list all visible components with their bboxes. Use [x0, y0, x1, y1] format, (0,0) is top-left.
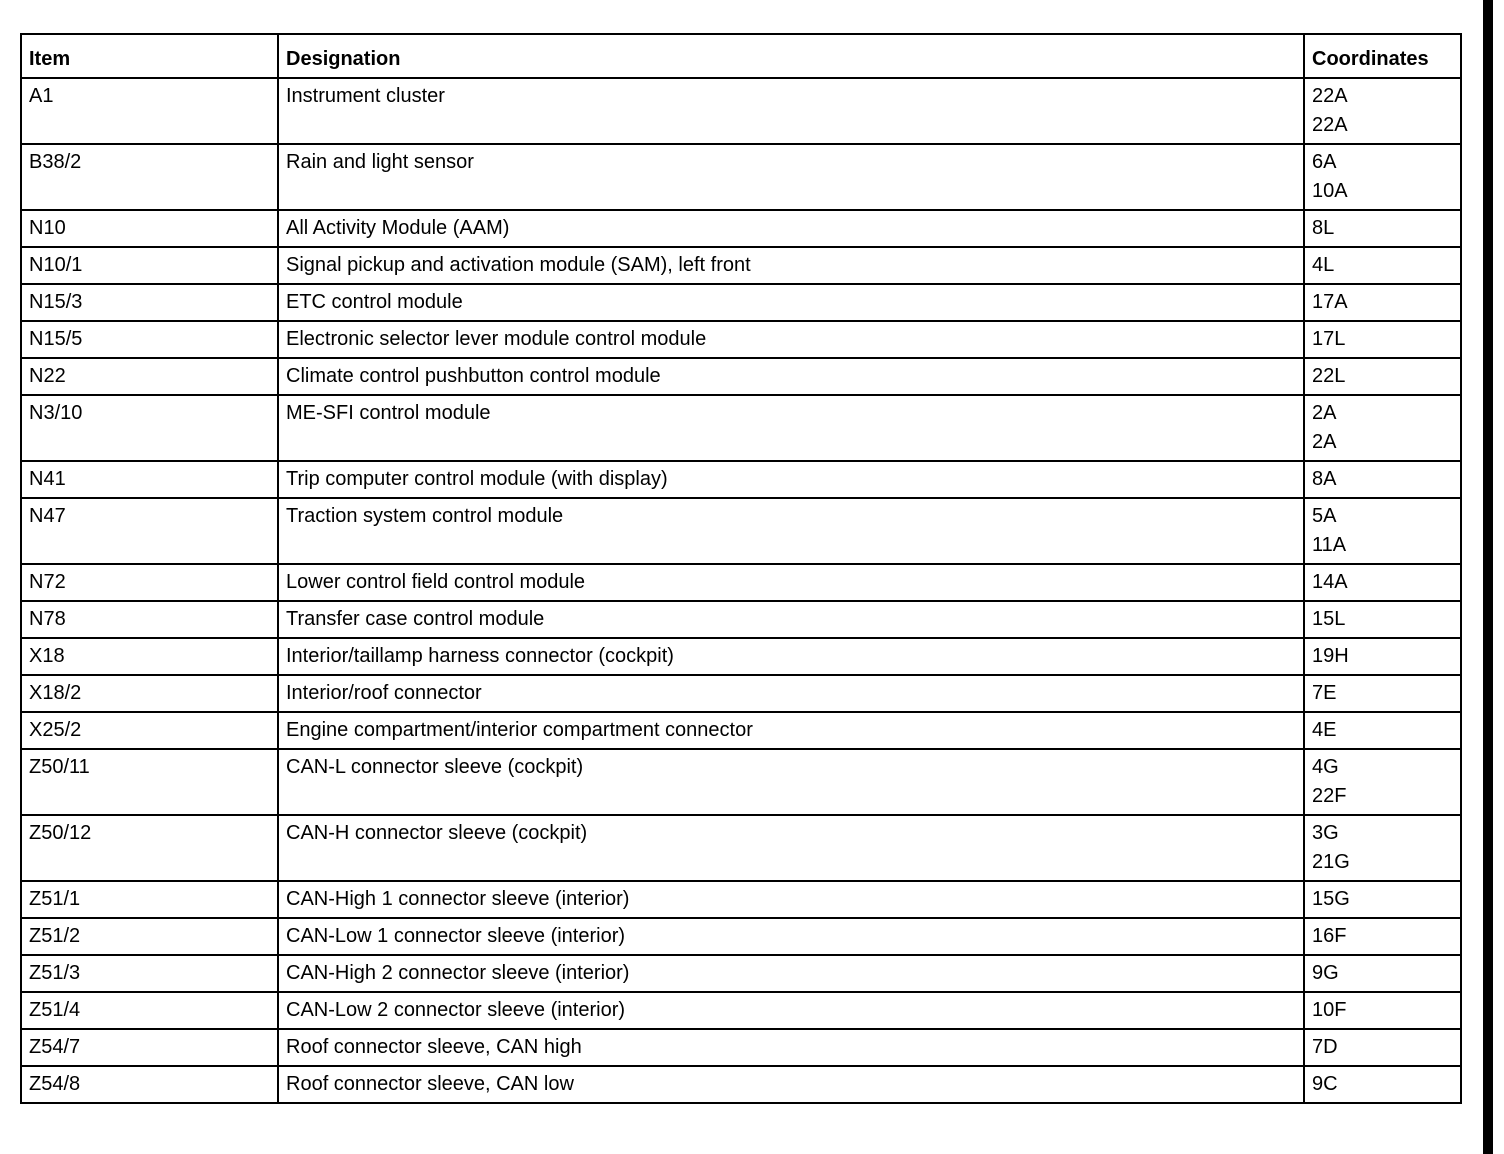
coordinate-value: 22A [1312, 85, 1348, 107]
item-cell: N47 [21, 498, 278, 564]
coordinates-cell [1304, 395, 1461, 461]
coordinate-value: 4L [1312, 254, 1335, 276]
coordinate-value: 17A [1312, 291, 1348, 313]
table-row [21, 1066, 1461, 1103]
header-coordinates: Coordinates [1304, 34, 1461, 78]
coordinate-value: 15L [1312, 608, 1346, 630]
component-legend-table [20, 33, 1462, 1104]
table-header-row [21, 34, 1461, 78]
coordinates-cell [1304, 638, 1461, 675]
coordinate-value: 22L [1312, 365, 1346, 387]
designation-cell: ETC control module [278, 284, 1304, 321]
coordinates-cell [1304, 675, 1461, 712]
coordinate-value: 4G [1312, 756, 1339, 778]
table-row [21, 144, 1461, 210]
coordinates-cell [1304, 955, 1461, 992]
coordinate-value: 15G [1312, 888, 1350, 910]
item-cell: N10 [21, 210, 278, 247]
coordinates-cell [1304, 881, 1461, 918]
table-row [21, 210, 1461, 247]
table-row [21, 918, 1461, 955]
coordinates-cell [1304, 749, 1461, 815]
coordinate-value: 8L [1312, 217, 1335, 239]
designation-cell: Rain and light sensor [278, 144, 1304, 210]
item-cell: Z50/11 [21, 749, 278, 815]
coordinate-value: 9G [1312, 962, 1339, 984]
designation-cell: Instrument cluster [278, 78, 1304, 144]
designation-cell: Transfer case control module [278, 601, 1304, 638]
table-row [21, 955, 1461, 992]
item-cell: Z51/1 [21, 881, 278, 918]
designation-cell: All Activity Module (AAM) [278, 210, 1304, 247]
coordinate-value: 3G [1312, 822, 1339, 844]
header-item: Item [21, 34, 278, 78]
designation-cell: Traction system control module [278, 498, 1304, 564]
designation-cell: Trip computer control module (with display) [278, 461, 1304, 498]
table-row [21, 498, 1461, 564]
item-cell: X25/2 [21, 712, 278, 749]
coordinate-value: 7D [1312, 1036, 1338, 1058]
designation-cell: Roof connector sleeve, CAN low [278, 1066, 1304, 1103]
coordinate-value: 10F [1312, 999, 1347, 1021]
coordinate-value: 9C [1312, 1073, 1338, 1095]
coordinates-cell [1304, 321, 1461, 358]
item-cell: N15/3 [21, 284, 278, 321]
table-row [21, 749, 1461, 815]
coordinate-value: 16F [1312, 925, 1347, 947]
coordinate-value: 2A [1312, 402, 1337, 424]
coordinates-cell [1304, 1029, 1461, 1066]
designation-cell: CAN-H connector sleeve (cockpit) [278, 815, 1304, 881]
coordinates-cell [1304, 358, 1461, 395]
designation-cell: Interior/taillamp harness connector (cockpit) [278, 638, 1304, 675]
coordinate-value: 10A [1312, 180, 1348, 202]
designation-cell: Signal pickup and activation module (SAM), left front [278, 247, 1304, 284]
designation-cell: Roof connector sleeve, CAN high [278, 1029, 1304, 1066]
item-cell: N72 [21, 564, 278, 601]
coordinates-cell [1304, 1066, 1461, 1103]
designation-cell: Engine compartment/interior compartment connector [278, 712, 1304, 749]
page-edge-rule [1483, 0, 1493, 1154]
coordinates-cell [1304, 712, 1461, 749]
item-cell: X18 [21, 638, 278, 675]
designation-cell: Electronic selector lever module control module [278, 321, 1304, 358]
coordinates-cell [1304, 247, 1461, 284]
item-cell: Z50/12 [21, 815, 278, 881]
table-row [21, 1029, 1461, 1066]
table-row [21, 881, 1461, 918]
item-cell: A1 [21, 78, 278, 144]
coordinate-value: 11A [1312, 534, 1347, 556]
item-cell: Z51/4 [21, 992, 278, 1029]
coordinates-cell [1304, 144, 1461, 210]
coordinate-value: 17L [1312, 328, 1346, 350]
table-row [21, 638, 1461, 675]
table-row [21, 992, 1461, 1029]
table-row [21, 675, 1461, 712]
table-row [21, 601, 1461, 638]
table-row [21, 712, 1461, 749]
coordinates-cell [1304, 918, 1461, 955]
item-cell: B38/2 [21, 144, 278, 210]
table-body [21, 78, 1461, 1103]
designation-cell: CAN-High 2 connector sleeve (interior) [278, 955, 1304, 992]
item-cell: X18/2 [21, 675, 278, 712]
coordinate-value: 14A [1312, 571, 1348, 593]
coordinate-value: 5A [1312, 505, 1337, 527]
coordinates-cell [1304, 815, 1461, 881]
coordinate-value: 22F [1312, 785, 1347, 807]
coordinates-cell [1304, 601, 1461, 638]
coordinates-cell [1304, 498, 1461, 564]
designation-cell: CAN-Low 2 connector sleeve (interior) [278, 992, 1304, 1029]
header-designation: Designation [278, 34, 1304, 78]
designation-cell: CAN-High 1 connector sleeve (interior) [278, 881, 1304, 918]
coordinates-cell [1304, 461, 1461, 498]
table-row [21, 284, 1461, 321]
coordinates-cell [1304, 992, 1461, 1029]
coordinate-value: 4E [1312, 719, 1337, 741]
item-cell: N10/1 [21, 247, 278, 284]
table-row [21, 321, 1461, 358]
item-cell: N41 [21, 461, 278, 498]
item-cell: N15/5 [21, 321, 278, 358]
item-cell: N22 [21, 358, 278, 395]
coordinate-value: 8A [1312, 468, 1337, 490]
table-row [21, 461, 1461, 498]
table-row [21, 395, 1461, 461]
coordinate-value: 7E [1312, 682, 1337, 704]
designation-cell: ME-SFI control module [278, 395, 1304, 461]
coordinate-value: 19H [1312, 645, 1349, 667]
table-row [21, 564, 1461, 601]
coordinate-value: 22A [1312, 114, 1348, 136]
coordinates-cell [1304, 210, 1461, 247]
coordinate-value: 2A [1312, 431, 1337, 453]
item-cell: N78 [21, 601, 278, 638]
designation-cell: CAN-Low 1 connector sleeve (interior) [278, 918, 1304, 955]
item-cell: Z54/7 [21, 1029, 278, 1066]
designation-cell: Interior/roof connector [278, 675, 1304, 712]
item-cell: Z51/2 [21, 918, 278, 955]
item-cell: Z51/3 [21, 955, 278, 992]
coordinates-cell [1304, 78, 1461, 144]
coordinates-cell [1304, 284, 1461, 321]
coordinate-value: 6A [1312, 151, 1337, 173]
designation-cell: Climate control pushbutton control module [278, 358, 1304, 395]
table-row [21, 358, 1461, 395]
item-cell: N3/10 [21, 395, 278, 461]
coordinate-value: 21G [1312, 851, 1350, 873]
table-row [21, 78, 1461, 144]
item-cell: Z54/8 [21, 1066, 278, 1103]
designation-cell: Lower control field control module [278, 564, 1304, 601]
table-row [21, 815, 1461, 881]
table-row [21, 247, 1461, 284]
designation-cell: CAN-L connector sleeve (cockpit) [278, 749, 1304, 815]
coordinates-cell [1304, 564, 1461, 601]
